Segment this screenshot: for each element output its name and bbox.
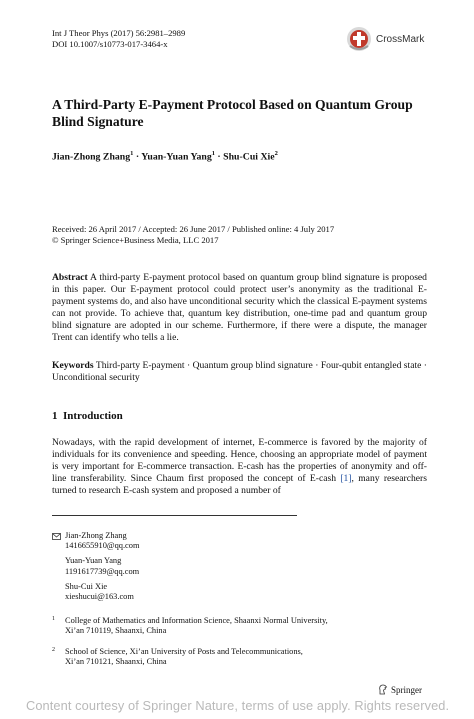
section-heading: [52, 410, 123, 422]
journal-header: [52, 28, 185, 50]
affiliation-line: School of Science, Xi’an University of Posts and Telecommunications,: [65, 647, 303, 656]
section-number: 1: [52, 410, 58, 422]
contact-name: Shu-Cui Xie: [65, 581, 108, 591]
citation-link[interactable]: [1]: [340, 472, 352, 484]
envelope-icon: [52, 533, 61, 540]
introduction-text: [52, 437, 427, 497]
author-name: Shu-Cui Xie: [223, 151, 275, 163]
footnote-divider: [52, 515, 297, 516]
author-name: Yuan-Yuan Yang: [141, 151, 212, 163]
keywords-text: Third-party E-payment · Quantum group blind signature · Four-qubit entangled state · Unconditional security: [52, 360, 427, 383]
abstract-label: Abstract: [52, 272, 88, 283]
affiliation-number: 1: [52, 616, 55, 622]
abstract-text: A third-party E-payment protocol based on quantum group blind signature is proposed in this paper. Our E-payment protocol could protect user’s anonymity as the traditional E-payment systems do, and also have unconditional security which the classical E-payment systems can not provide. To achieve that, quantum key distribution, one-time pad and quantum group blind signature are adopted in our scheme. Furthermore, if there were a dispute, the manager Trent can identify who tells a lie.: [52, 272, 427, 343]
paper-title: A Third-Party E-Payment Protocol Based on Quantum Group Blind Signature: [52, 97, 413, 129]
affiliation: [52, 647, 432, 668]
crossmark-badge[interactable]: [346, 26, 424, 52]
contact-entry: [65, 531, 139, 552]
author-separator: ·: [214, 151, 224, 163]
intro-text-part: Nowadays, with the rapid development of internet, E-commerce is favored by the majority of individuals for its convenience and speeding. Hence, choosing an appropriate model of payment is very important for E-commerce transaction. E-cash has the properties of anonymity and off-line transferability. Since Chaum first proposed the concept of E-cash: [52, 437, 427, 484]
author-separator: ·: [133, 151, 142, 163]
crossmark-label: CrossMark: [376, 33, 425, 45]
affiliation-line: College of Mathematics and Information Science, Shaanxi Normal University,: [65, 616, 328, 625]
copyright-line: © Springer Science+Business Media, LLC 2017: [52, 235, 219, 245]
journal-doi: DOI 10.1007/s10773-017-3464-x: [52, 39, 168, 49]
springer-horse-icon: [378, 684, 388, 695]
courtesy-watermark: Content courtesy of Springer Nature, terms of use apply. Rights reserved.: [26, 698, 450, 713]
intro-text-part: , many researchers turned to research E-cash system and proposed a number of: [52, 472, 427, 496]
contact-email[interactable]: 1416655910@qq.com: [65, 541, 140, 551]
abstract: [52, 272, 427, 343]
keywords: [52, 360, 427, 384]
author-affiliation-mark: 2: [274, 150, 278, 157]
contact-email[interactable]: xieshucui@163.com: [65, 592, 134, 602]
contact-name: Jian-Zhong Zhang: [65, 531, 127, 540]
keywords-label: Keywords: [52, 360, 94, 371]
affiliation-line: Xi’an 710121, Shaanxi, China: [65, 657, 167, 667]
contact-name: Yuan-Yuan Yang: [65, 556, 122, 566]
publication-dates: [52, 224, 432, 246]
affiliation: [52, 616, 432, 637]
affiliation-number: 2: [52, 647, 55, 653]
author-list: [52, 150, 278, 162]
author-affiliation-mark: 1: [211, 150, 215, 157]
corresponding-contacts: [65, 531, 139, 607]
publisher-logo: [378, 684, 422, 695]
contact-email[interactable]: 1191617739@qq.com: [65, 566, 140, 576]
crossmark-icon: [346, 26, 372, 52]
section-title: Introduction: [63, 410, 123, 422]
dates-line: Received: 26 April 2017 / Accepted: 26 June 2017 / Published online: 4 July 2017: [52, 224, 335, 234]
author-name: Jian-Zhong Zhang: [52, 151, 131, 163]
journal-citation: Int J Theor Phys (2017) 56:2981–2989: [52, 28, 186, 38]
publisher-name: Springer: [391, 684, 422, 695]
contact-entry: [65, 582, 139, 603]
author-affiliation-mark: 1: [130, 150, 134, 157]
affiliation-line: Xi’an 710119, Shaanxi, China: [65, 626, 167, 636]
contact-entry: [65, 556, 139, 577]
